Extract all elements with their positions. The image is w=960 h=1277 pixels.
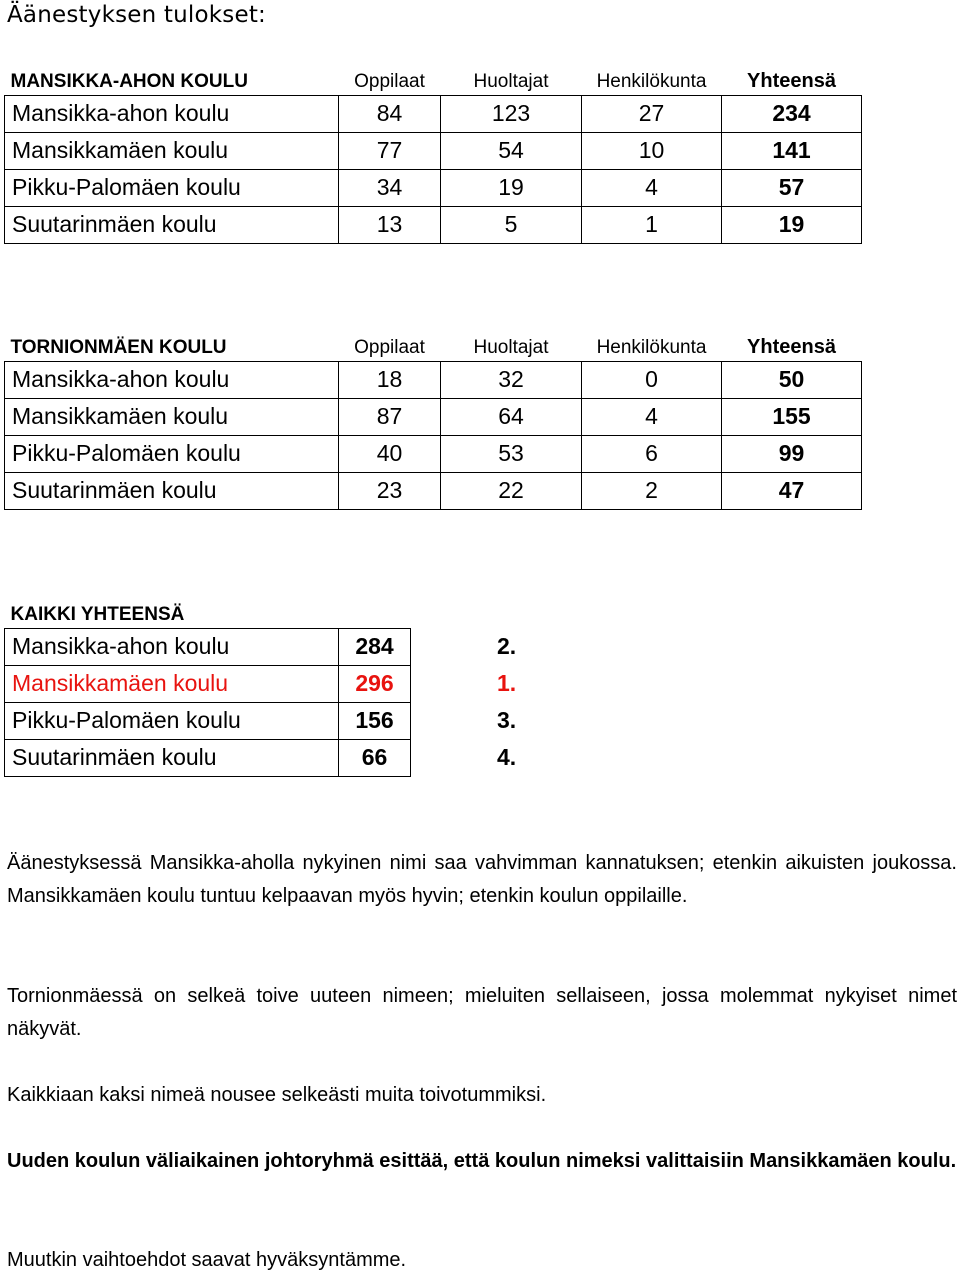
- cell-oppilaat: 40: [339, 435, 441, 472]
- cell-huoltajat: 123: [441, 95, 582, 132]
- cell-yhteensa: 19: [722, 206, 862, 243]
- cell-henkilokunta: 2: [582, 472, 722, 509]
- row-name: Pikku-Palomäen koulu: [5, 169, 339, 206]
- totals-row-rank: 1.: [497, 670, 517, 696]
- row-name: Suutarinmäen koulu: [5, 472, 339, 509]
- cell-huoltajat: 5: [441, 206, 582, 243]
- totals-row-rank: 3.: [497, 707, 517, 733]
- cell-oppilaat: 34: [339, 169, 441, 206]
- column-header-yhteensa: Yhteensä: [747, 335, 836, 358]
- table-row: [5, 361, 862, 398]
- table-row: [5, 435, 862, 472]
- cell-henkilokunta: 1: [582, 206, 722, 243]
- cell-huoltajat: 54: [441, 132, 582, 169]
- totals-row-winner: [5, 665, 571, 702]
- cell-oppilaat: 87: [339, 398, 441, 435]
- table-header-row: [5, 327, 862, 361]
- paragraph-summary-tornionmaki: Tornionmäessä on selkeä toive uuteen nimeen; mieluiten sellaiseen, jossa molemmat nykyiset nimet näkyvät.: [7, 985, 957, 1040]
- row-name: Mansikka-ahon koulu: [5, 361, 339, 398]
- results-table-mansikka-ahon-koulu: [4, 61, 862, 244]
- totals-row-value: 284: [339, 628, 411, 665]
- paragraph-overall: Kaikkiaan kaksi nimeä nousee selkeästi muita toivotummiksi.: [7, 1084, 547, 1106]
- totals-row-name: Mansikka-ahon koulu: [5, 628, 339, 665]
- totals-row: [5, 739, 571, 776]
- row-name: Mansikkamäen koulu: [5, 132, 339, 169]
- totals-row-rank: 2.: [497, 633, 517, 659]
- cell-yhteensa: 99: [722, 435, 862, 472]
- column-header-henkilokunta: Henkilökunta: [596, 70, 707, 92]
- cell-henkilokunta: 27: [582, 95, 722, 132]
- table-title: MANSIKKA-AHON KOULU: [10, 70, 248, 92]
- totals-table: [4, 594, 571, 777]
- table-row: [5, 95, 862, 132]
- cell-huoltajat: 22: [441, 472, 582, 509]
- totals-row-value: 66: [339, 739, 411, 776]
- paragraph-closing: Muutkin vaihtoehdot saavat hyväksyntämme.: [7, 1249, 407, 1271]
- cell-henkilokunta: 4: [582, 169, 722, 206]
- row-name: Mansikkamäen koulu: [5, 398, 339, 435]
- cell-yhteensa: 57: [722, 169, 862, 206]
- totals-row-name: Pikku-Palomäen koulu: [5, 702, 339, 739]
- totals-row: [5, 702, 571, 739]
- table-title: TORNIONMÄEN KOULU: [10, 336, 227, 358]
- cell-huoltajat: 64: [441, 398, 582, 435]
- column-header-huoltajat: Huoltajat: [473, 70, 549, 92]
- totals-row-value: 296: [339, 665, 411, 702]
- table-row: [5, 132, 862, 169]
- table-row: [5, 472, 862, 509]
- totals-header-row: [5, 594, 571, 628]
- cell-huoltajat: 19: [441, 169, 582, 206]
- cell-yhteensa: 155: [722, 398, 862, 435]
- totals-title: KAIKKI YHTEENSÄ: [10, 603, 185, 625]
- totals-row-value: 156: [339, 702, 411, 739]
- totals-row-name: Mansikkamäen koulu: [5, 665, 339, 702]
- cell-henkilokunta: 4: [582, 398, 722, 435]
- column-header-huoltajat: Huoltajat: [473, 336, 549, 358]
- cell-oppilaat: 23: [339, 472, 441, 509]
- cell-oppilaat: 84: [339, 95, 441, 132]
- cell-yhteensa: 141: [722, 132, 862, 169]
- cell-oppilaat: 13: [339, 206, 441, 243]
- cell-huoltajat: 53: [441, 435, 582, 472]
- results-table-tornionmaen-koulu: [4, 327, 862, 510]
- row-name: Mansikka-ahon koulu: [5, 95, 339, 132]
- paragraph-summary-mansikka-aho: Äänestyksessä Mansikka-aholla nykyinen nimi saa vahvimman kannatuksen; etenkin aikuisten joukossa. Mansikkamäen koulu tuntuu kelpaavan myös hyvin; etenkin koulun oppilaille.: [7, 852, 957, 907]
- column-header-oppilaat: Oppilaat: [354, 70, 425, 92]
- row-name: Pikku-Palomäen koulu: [5, 435, 339, 472]
- column-header-yhteensa: Yhteensä: [747, 69, 836, 92]
- cell-huoltajat: 32: [441, 361, 582, 398]
- table-header-row: [5, 61, 862, 95]
- page-title: Äänestyksen tulokset:: [7, 2, 266, 28]
- cell-yhteensa: 50: [722, 361, 862, 398]
- cell-oppilaat: 77: [339, 132, 441, 169]
- row-name: Suutarinmäen koulu: [5, 206, 339, 243]
- cell-henkilokunta: 10: [582, 132, 722, 169]
- cell-yhteensa: 234: [722, 95, 862, 132]
- cell-oppilaat: 18: [339, 361, 441, 398]
- cell-yhteensa: 47: [722, 472, 862, 509]
- totals-row: [5, 628, 571, 665]
- table-row: [5, 398, 862, 435]
- table-row: [5, 206, 862, 243]
- cell-henkilokunta: 6: [582, 435, 722, 472]
- table-row: [5, 169, 862, 206]
- cell-henkilokunta: 0: [582, 361, 722, 398]
- totals-row-name: Suutarinmäen koulu: [5, 739, 339, 776]
- paragraph-proposal: Uuden koulun väliaikainen johtoryhmä esittää, että koulun nimeksi valittaisiin Mansikkamäen koulu.: [7, 1150, 957, 1172]
- column-header-oppilaat: Oppilaat: [354, 336, 425, 358]
- totals-row-rank: 4.: [497, 744, 517, 770]
- column-header-henkilokunta: Henkilökunta: [596, 336, 707, 358]
